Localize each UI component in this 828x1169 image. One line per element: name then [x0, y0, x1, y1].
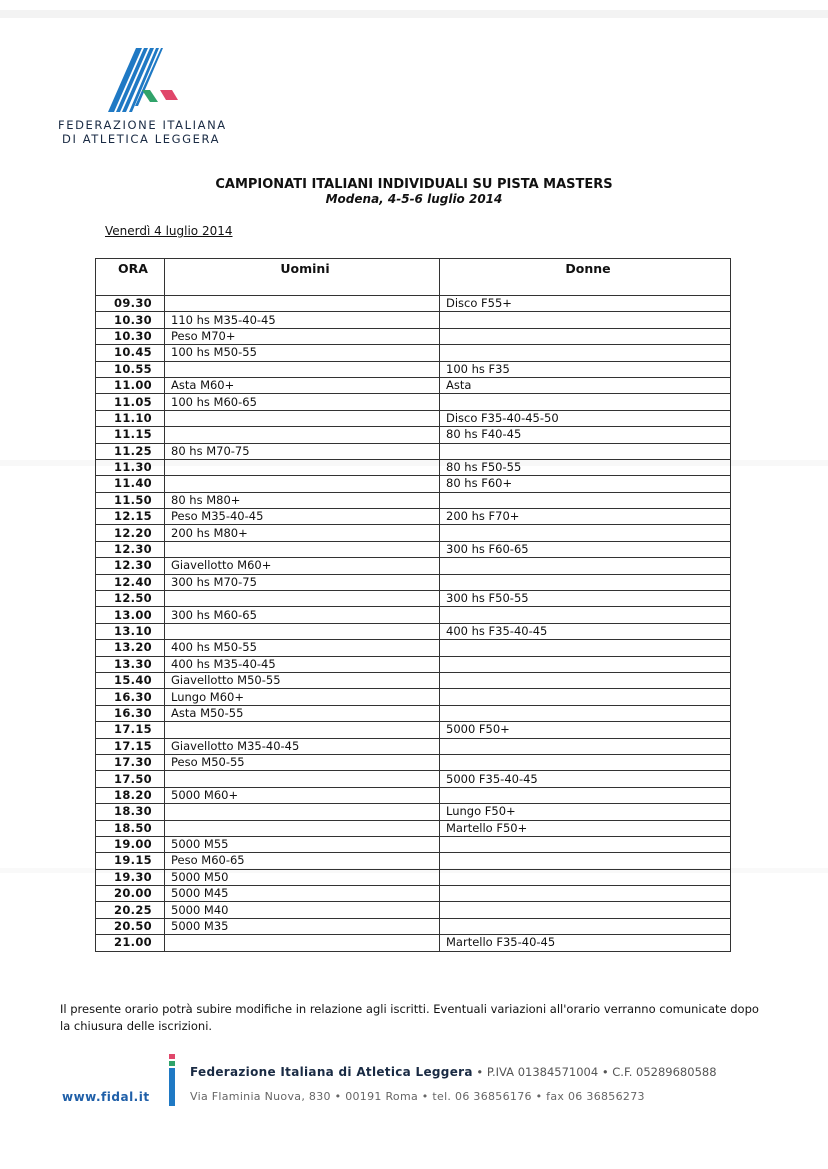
cell-men: Giavellotto M35-40-45	[165, 738, 440, 754]
federation-line	[190, 1065, 717, 1079]
table-row	[96, 787, 731, 803]
cell-women	[440, 787, 731, 803]
cell-women	[440, 443, 731, 459]
cell-men: 400 hs M50-55	[165, 640, 440, 656]
org-name	[58, 118, 258, 146]
cell-men	[165, 804, 440, 820]
table-row	[96, 541, 731, 557]
cell-time: 10.55	[96, 361, 165, 377]
cell-men	[165, 935, 440, 951]
table-row	[96, 771, 731, 787]
cell-time: 19.30	[96, 869, 165, 885]
table-row	[96, 509, 731, 525]
cell-time: 17.50	[96, 771, 165, 787]
cell-time: 11.05	[96, 394, 165, 410]
cell-time: 12.50	[96, 591, 165, 607]
cell-women: 80 hs F60+	[440, 476, 731, 492]
cell-time: 10.30	[96, 328, 165, 344]
table-row	[96, 558, 731, 574]
cell-women	[440, 836, 731, 852]
table-header-row	[96, 259, 731, 296]
table-row	[96, 459, 731, 475]
cell-time: 17.15	[96, 722, 165, 738]
cell-time: 21.00	[96, 935, 165, 951]
cell-men: Peso M60-65	[165, 853, 440, 869]
cell-women: Disco F55+	[440, 296, 731, 312]
cell-women	[440, 640, 731, 656]
cell-women	[440, 574, 731, 590]
header-women: Donne	[440, 259, 731, 296]
cell-time: 11.25	[96, 443, 165, 459]
cell-time: 11.50	[96, 492, 165, 508]
table-row	[96, 623, 731, 639]
cell-men: 5000 M40	[165, 902, 440, 918]
schedule-day: Venerdì 4 luglio 2014	[105, 224, 233, 238]
table-row	[96, 443, 731, 459]
cell-men: 80 hs M70-75	[165, 443, 440, 459]
cell-time: 12.40	[96, 574, 165, 590]
table-row	[96, 312, 731, 328]
table-row	[96, 410, 731, 426]
table-row	[96, 427, 731, 443]
table-row	[96, 886, 731, 902]
table-row	[96, 607, 731, 623]
cell-time: 13.10	[96, 623, 165, 639]
cell-time: 12.20	[96, 525, 165, 541]
event-subtitle: Modena, 4-5-6 luglio 2014	[325, 192, 503, 206]
cell-women	[440, 738, 731, 754]
table-row	[96, 754, 731, 770]
cell-women: Disco F35-40-45-50	[440, 410, 731, 426]
cell-women	[440, 886, 731, 902]
table-row	[96, 345, 731, 361]
table-row	[96, 574, 731, 590]
table-row	[96, 738, 731, 754]
cell-time: 18.30	[96, 804, 165, 820]
cell-time: 13.00	[96, 607, 165, 623]
cell-men: Asta M60+	[165, 377, 440, 393]
cell-women: 300 hs F60-65	[440, 541, 731, 557]
table-row	[96, 804, 731, 820]
cell-time: 13.20	[96, 640, 165, 656]
cell-time: 11.15	[96, 427, 165, 443]
cell-men: 80 hs M80+	[165, 492, 440, 508]
cell-time: 19.00	[96, 836, 165, 852]
cell-women: 80 hs F40-45	[440, 427, 731, 443]
table-row	[96, 476, 731, 492]
cell-time: 11.30	[96, 459, 165, 475]
cell-time: 16.30	[96, 705, 165, 721]
cell-men: Peso M70+	[165, 328, 440, 344]
cell-women	[440, 853, 731, 869]
cell-men: Asta M50-55	[165, 705, 440, 721]
cell-men: 110 hs M35-40-45	[165, 312, 440, 328]
footer-logo-bar-icon	[169, 1054, 175, 1106]
cell-women: 400 hs F35-40-45	[440, 623, 731, 639]
org-name-line2: DI ATLETICA LEGGERA	[62, 132, 221, 146]
cell-time: 20.00	[96, 886, 165, 902]
cell-men	[165, 296, 440, 312]
cell-time: 11.10	[96, 410, 165, 426]
cell-time: 15.40	[96, 672, 165, 688]
cell-women	[440, 672, 731, 688]
cell-men	[165, 541, 440, 557]
cell-women	[440, 525, 731, 541]
federation-ids: • P.IVA 01384571004 • C.F. 05289680588	[472, 1065, 717, 1079]
cell-men: Peso M35-40-45	[165, 509, 440, 525]
website-link[interactable]: www.fidal.it	[62, 1090, 150, 1104]
cell-time: 18.20	[96, 787, 165, 803]
cell-men: Lungo M60+	[165, 689, 440, 705]
cell-time: 17.15	[96, 738, 165, 754]
cell-women: 5000 F50+	[440, 722, 731, 738]
cell-women	[440, 689, 731, 705]
cell-men: 200 hs M80+	[165, 525, 440, 541]
cell-men: Giavellotto M60+	[165, 558, 440, 574]
cell-men	[165, 410, 440, 426]
table-row	[96, 836, 731, 852]
cell-time: 19.15	[96, 853, 165, 869]
cell-women: 100 hs F35	[440, 361, 731, 377]
cell-women: Lungo F50+	[440, 804, 731, 820]
cell-men: 5000 M60+	[165, 787, 440, 803]
table-row	[96, 361, 731, 377]
cell-women	[440, 918, 731, 934]
cell-time: 13.30	[96, 656, 165, 672]
table-row	[96, 394, 731, 410]
cell-women	[440, 558, 731, 574]
cell-time: 20.50	[96, 918, 165, 934]
cell-men: 5000 M55	[165, 836, 440, 852]
cell-women	[440, 394, 731, 410]
cell-women: 200 hs F70+	[440, 509, 731, 525]
cell-men	[165, 722, 440, 738]
cell-women	[440, 705, 731, 721]
cell-men	[165, 361, 440, 377]
cell-women	[440, 656, 731, 672]
table-row	[96, 935, 731, 951]
cell-time: 10.30	[96, 312, 165, 328]
table-row	[96, 722, 731, 738]
cell-women	[440, 869, 731, 885]
cell-time: 09.30	[96, 296, 165, 312]
cell-men: 5000 M50	[165, 869, 440, 885]
notice-text: Il presente orario potrà subire modifiche in relazione agli iscritti. Eventuali variazioni all'orario verranno comunicate dopo la chiusura delle iscrizioni.	[60, 1002, 759, 1033]
table-row	[96, 296, 731, 312]
org-name-line1: FEDERAZIONE ITALIANA	[58, 118, 227, 132]
cell-women: 80 hs F50-55	[440, 459, 731, 475]
cell-time: 12.30	[96, 558, 165, 574]
cell-women	[440, 492, 731, 508]
cell-men: 5000 M45	[165, 886, 440, 902]
table-row	[96, 820, 731, 836]
cell-women: Asta	[440, 377, 731, 393]
table-row	[96, 377, 731, 393]
cell-men	[165, 459, 440, 475]
cell-men: 100 hs M50-55	[165, 345, 440, 361]
cell-time: 20.25	[96, 902, 165, 918]
table-row	[96, 902, 731, 918]
federation-address: Via Flaminia Nuova, 830 • 00191 Roma • tel. 06 36856176 • fax 06 36856273	[190, 1090, 645, 1103]
cell-time: 11.00	[96, 377, 165, 393]
cell-men: 5000 M35	[165, 918, 440, 934]
schedule-table	[95, 258, 731, 952]
cell-women	[440, 607, 731, 623]
cell-women	[440, 312, 731, 328]
cell-women	[440, 902, 731, 918]
cell-men	[165, 427, 440, 443]
cell-men	[165, 591, 440, 607]
cell-time: 10.45	[96, 345, 165, 361]
table-row	[96, 918, 731, 934]
cell-time: 12.15	[96, 509, 165, 525]
cell-time: 18.50	[96, 820, 165, 836]
table-row	[96, 640, 731, 656]
cell-men	[165, 623, 440, 639]
cell-men	[165, 771, 440, 787]
table-row	[96, 525, 731, 541]
cell-women: 5000 F35-40-45	[440, 771, 731, 787]
cell-time: 11.40	[96, 476, 165, 492]
cell-time: 17.30	[96, 754, 165, 770]
header-time: ORA	[96, 259, 165, 296]
cell-men: 400 hs M35-40-45	[165, 656, 440, 672]
cell-women	[440, 328, 731, 344]
table-row	[96, 689, 731, 705]
cell-men: 300 hs M60-65	[165, 607, 440, 623]
table-row	[96, 328, 731, 344]
header-men: Uomini	[165, 259, 440, 296]
table-row	[96, 869, 731, 885]
federation-name: Federazione Italiana di Atletica Leggera	[190, 1065, 473, 1079]
table-row	[96, 492, 731, 508]
table-row	[96, 705, 731, 721]
cell-men	[165, 476, 440, 492]
cell-women	[440, 754, 731, 770]
cell-men: Peso M50-55	[165, 754, 440, 770]
cell-time: 16.30	[96, 689, 165, 705]
cell-men: 300 hs M70-75	[165, 574, 440, 590]
cell-women: Martello F50+	[440, 820, 731, 836]
schedule-body	[96, 296, 731, 952]
cell-women: 300 hs F50-55	[440, 591, 731, 607]
fidal-logo-icon	[104, 46, 194, 116]
table-row	[96, 591, 731, 607]
table-row	[96, 853, 731, 869]
cell-men: 100 hs M60-65	[165, 394, 440, 410]
cell-time: 12.30	[96, 541, 165, 557]
table-row	[96, 656, 731, 672]
cell-men	[165, 820, 440, 836]
cell-women	[440, 345, 731, 361]
event-title: CAMPIONATI ITALIANI INDIVIDUALI SU PISTA MASTERS	[215, 177, 613, 192]
table-row	[96, 672, 731, 688]
cell-men: Giavellotto M50-55	[165, 672, 440, 688]
cell-women: Martello F35-40-45	[440, 935, 731, 951]
